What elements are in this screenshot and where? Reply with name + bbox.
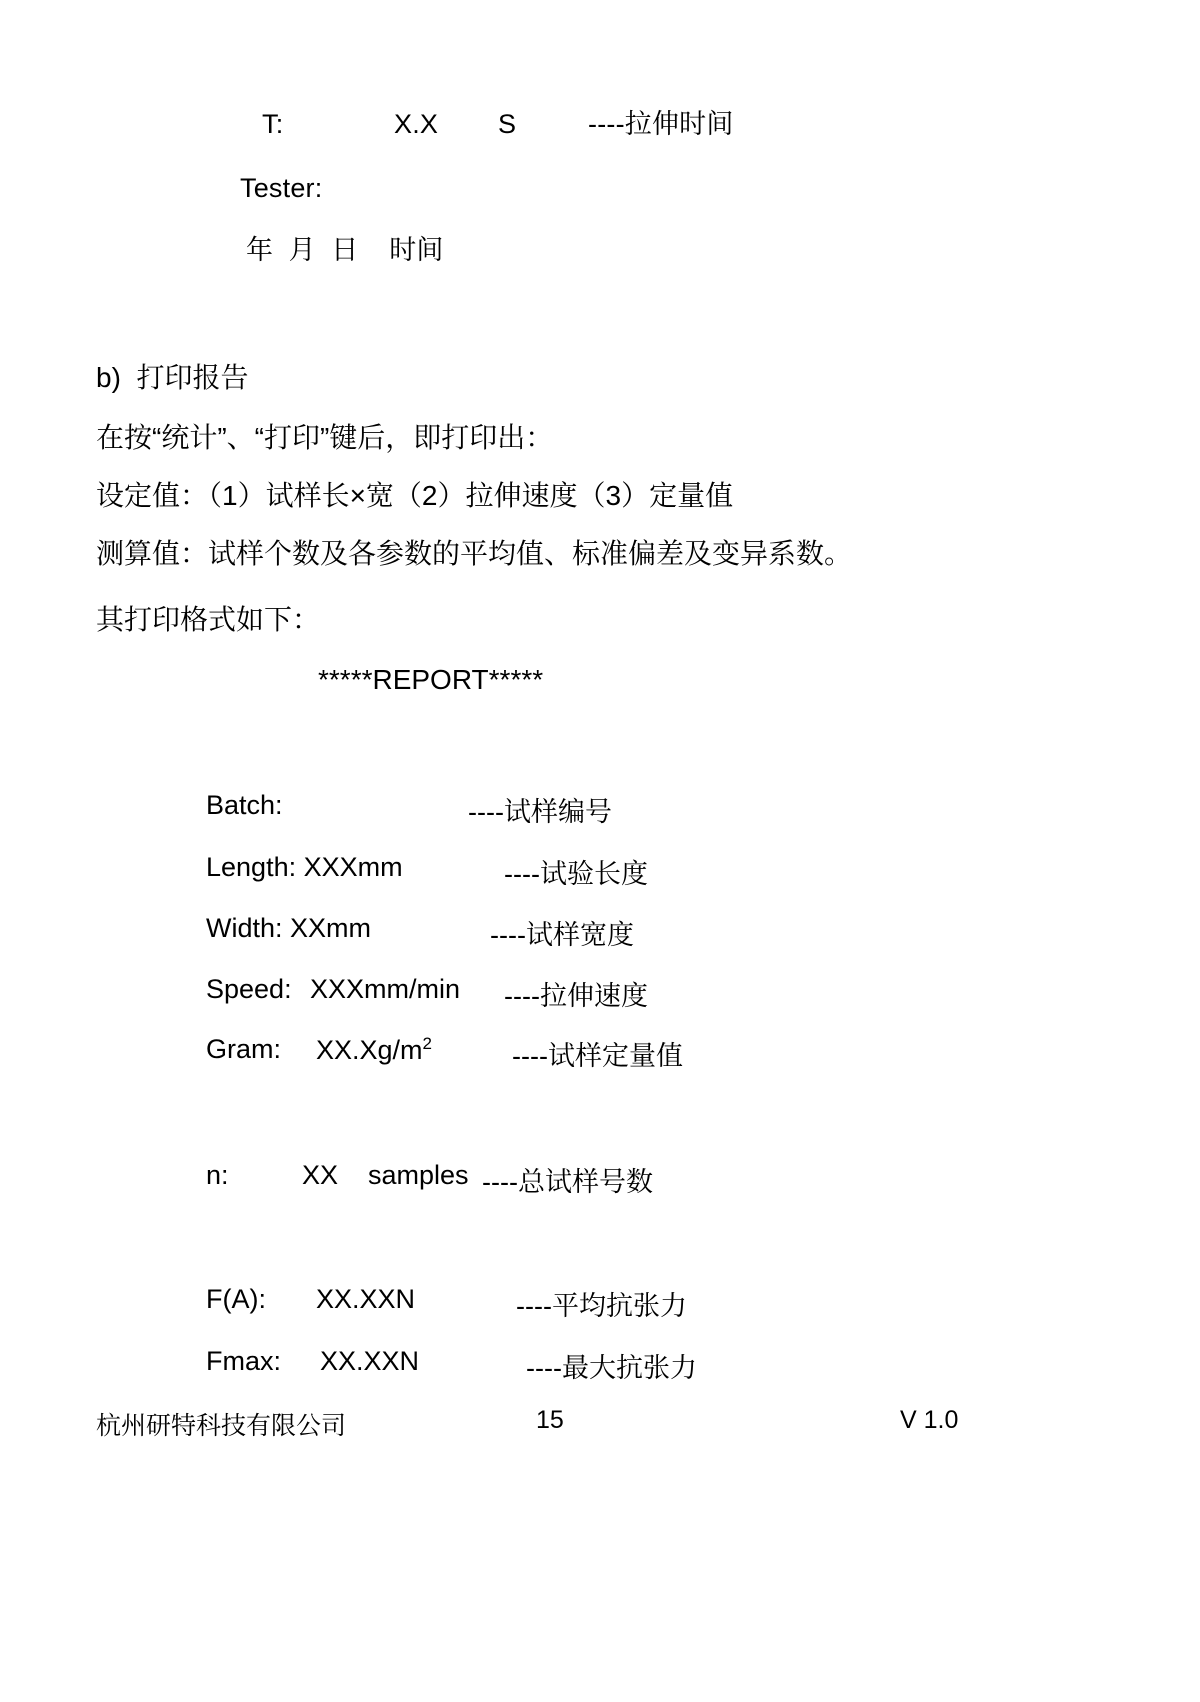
report-row-batch-note: ----试样编号: [468, 797, 612, 827]
report-row-fmax-note: ----最大抗张力: [526, 1353, 697, 1383]
footer-page-number: 15: [536, 1406, 564, 1434]
report-row-gram-superscript: 2: [422, 1034, 433, 1053]
report-title: *****REPORT*****: [318, 664, 544, 695]
report-row-length-note: ----试验长度: [504, 859, 648, 889]
report-row-fa-value: XX.XXN: [316, 1284, 416, 1314]
report-row-gram-value: [316, 1034, 432, 1066]
tester-label: Tester:: [240, 173, 323, 203]
report-row-gram-label: Gram:: [206, 1034, 282, 1064]
report-row-n-value: XX samples: [302, 1160, 469, 1190]
tensile-time-unit: S: [498, 109, 517, 139]
paragraph-1: 在按“统计”、“打印”键后，即打印出：: [96, 422, 554, 453]
report-row-gram-value-text: XX.Xg/m: [316, 1035, 423, 1065]
report-row-speed-value: XXXmm/min: [310, 974, 461, 1004]
section-heading: b) 打印报告: [96, 362, 249, 393]
tensile-time-note: ----拉伸时间: [588, 109, 734, 139]
report-row-width-note: ----试样宽度: [490, 920, 634, 950]
report-row-n-note: ----总试样号数: [482, 1167, 653, 1197]
date-time-line: 年 月 日 时间: [246, 235, 444, 265]
report-row-width-label: Width: XXmm: [206, 913, 372, 943]
report-row-gram-note: ----试样定量值: [512, 1041, 683, 1071]
report-row-fa-note: ----平均抗张力: [516, 1291, 687, 1321]
footer-company: 杭州研特科技有限公司: [96, 1412, 347, 1440]
report-row-speed-note: ----拉伸速度: [504, 981, 648, 1011]
report-row-fmax-value: XX.XXN: [320, 1346, 420, 1376]
paragraph-4: 其打印格式如下：: [96, 604, 321, 635]
paragraph-3: 测算值：试样个数及各参数的平均值、标准偏差及变异系数。: [96, 538, 853, 569]
report-row-speed-label: Speed:: [206, 974, 292, 1004]
tensile-time-label: T:: [262, 109, 284, 139]
report-row-fmax-label: Fmax:: [206, 1346, 282, 1376]
report-row-batch-label: Batch:: [206, 790, 283, 820]
paragraph-2: 设定值：（1）试样长×宽（2）拉伸速度（3）定量值: [96, 480, 734, 511]
tensile-time-value: X.X: [394, 109, 439, 139]
footer-version: V 1.0: [900, 1406, 959, 1434]
report-row-n-label: n:: [206, 1160, 229, 1190]
report-row-fa-label: F(A):: [206, 1284, 266, 1314]
report-row-length-label: Length: XXXmm: [206, 852, 403, 882]
